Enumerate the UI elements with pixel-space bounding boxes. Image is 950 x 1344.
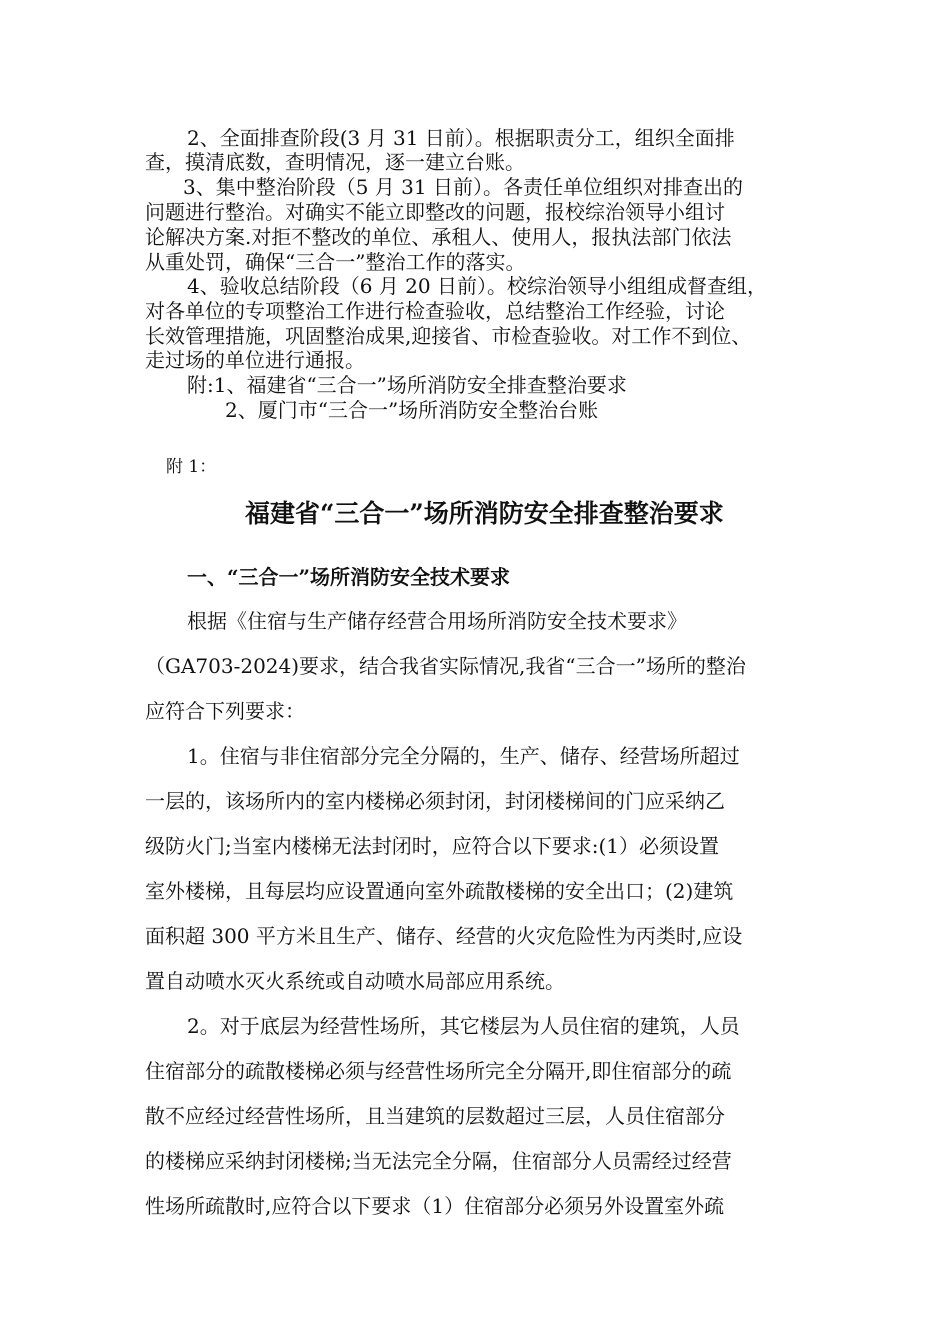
paragraph-line: 住宿部分的疏散楼梯必须与经营性场所完全分隔开,即住宿部分的疏	[145, 1059, 732, 1083]
paragraph-line: 1。住宿与非住宿部分完全分隔的，生产、储存、经营场所超过	[187, 744, 740, 768]
paragraph-line: 查，摸清底数，查明情况，逐一建立台账。	[145, 150, 525, 174]
paragraph-line: 长效管理措施，巩固整治成果,迎接省、市检查验收。对工作不到位、	[145, 324, 752, 348]
paragraph-line: 级防火门;当室内楼梯无法封闭时，应符合以下要求:(1）必须设置	[145, 834, 720, 858]
paragraph-line: 性场所疏散时,应符合以下要求（1）住宿部分必须另外设置室外疏	[145, 1194, 725, 1218]
document-title: 福建省“三合一”场所消防安全排查整治要求	[245, 499, 724, 528]
paragraph-line: 论解决方案.对拒不整改的单位、承租人、使用人，报执法部门依法	[145, 225, 732, 249]
paragraph-line: （GA703-2024)要求，结合我省实际情况,我省“三合一”场所的整治	[145, 654, 746, 678]
paragraph-line: 一层的，该场所内的室内楼梯必须封闭，封闭楼梯间的门应采纳乙	[145, 789, 725, 813]
paragraph-line: 根据《住宿与生产储存经营合用场所消防安全技术要求》	[187, 609, 687, 633]
paragraph-line: 4、验收总结阶段（6 月 20 日前）。校综治领导小组组成督查组，	[187, 274, 767, 298]
attachment-list-item: 2、厦门市“三合一”场所消防安全整治台账	[225, 398, 599, 422]
paragraph-line: 对各单位的专项整治工作进行检查验收，总结整治工作经验，讨论	[145, 299, 725, 323]
paragraph-line: 走过场的单位进行通报。	[145, 348, 365, 372]
paragraph-line: 2。对于底层为经营性场所，其它楼层为人员住宿的建筑，人员	[187, 1014, 740, 1038]
paragraph-line: 的楼梯应采纳封闭楼梯;当无法完全分隔，住宿部分人员需经过经营	[145, 1149, 732, 1173]
section-heading: 一、“三合一”场所消防安全技术要求	[187, 565, 511, 589]
attachment-label: 附 1：	[166, 457, 217, 477]
paragraph-line: 散不应经过经营性场所，且当建筑的层数超过三层，人员住宿部分	[145, 1104, 725, 1128]
paragraph-line: 问题进行整治。对确实不能立即整改的问题，报校综治领导小组讨	[145, 200, 725, 224]
paragraph-line: 3、集中整治阶段（5 月 31 日前）。各责任单位组织对排查出的	[183, 175, 743, 199]
attachment-list-item: 附:1、福建省“三合一”场所消防安全排查整治要求	[187, 373, 627, 397]
paragraph-line: 从重处罚，确保“三合一”整治工作的落实。	[145, 250, 526, 274]
paragraph-line: 2、全面排查阶段(3 月 31 日前）。根据职责分工，组织全面排	[187, 126, 735, 150]
paragraph-line: 室外楼梯，且每层均应设置通向室外疏散楼梯的安全出口；(2)建筑	[145, 879, 734, 903]
paragraph-line: 应符合下列要求：	[145, 699, 305, 723]
paragraph-line: 置自动喷水灭火系统或自动喷水局部应用系统。	[145, 969, 565, 993]
paragraph-line: 面积超 300 平方米且生产、储存、经营的火灾危险性为丙类时,应设	[145, 924, 743, 948]
